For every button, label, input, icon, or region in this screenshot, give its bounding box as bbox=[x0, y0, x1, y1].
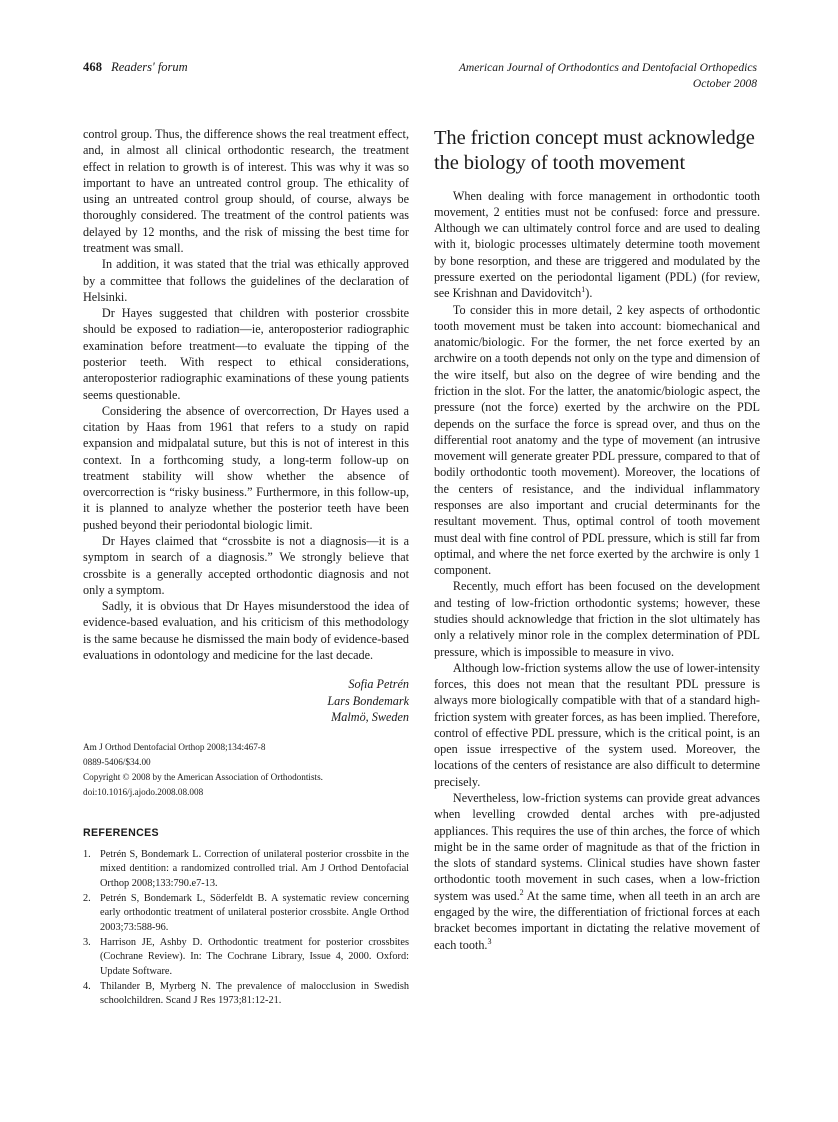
reference-item bbox=[83, 936, 409, 980]
paragraph-text: Although low-friction systems allow the use of lower-intensity forces, this does not mean that the resultant PDL pressure is always more biologically compatible with that of a standard high-friction system with greater forces, as has been implied. Therefore, control of effective PDL pressure, which is the critical point, is an open issue irrespective of the system used. Moreover, the locations of the centers of resistance are also difficult to determine precisely. bbox=[434, 660, 761, 789]
signature-author-name: Lars Bondemark bbox=[327, 693, 409, 708]
paragraph: control group. Thus, the difference shows the real treatment effect, and, in almost all clinical orthodontic research, the treatment effect in relation to growth is of interest. This was why it was so important to have an untreated control group. The ethicality of using an untreated control group should, of course, always be thoroughly considered. The treatment of the control patients was delayed by 12 months, and the risk of missing the best time for treatment was small. bbox=[83, 127, 409, 255]
section-title: Readers' forum bbox=[111, 60, 188, 74]
reference-number: 2. bbox=[83, 892, 91, 904]
citation-superscript: 1 bbox=[581, 285, 586, 295]
author-signature bbox=[83, 676, 409, 726]
journal-name: American Journal of Orthodontics and Dentofacial Orthopedics bbox=[458, 61, 757, 74]
imprint-issn: 0889-5406/$34.00 bbox=[83, 756, 151, 767]
issue-date: October 2008 bbox=[692, 77, 757, 91]
reference-text: Petrén S, Bondemark L. Correction of unilateral posterior crossbite in the mixed dentition: a randomized controlled trial. Am J Orthod Dentofacial Orthop 2008;133:790.e7-13. bbox=[100, 848, 409, 889]
citation-superscript: 3 bbox=[487, 936, 492, 946]
signature-location: Malmö, Sweden bbox=[331, 710, 409, 725]
article-title: The friction concept must acknowledge the biology of tooth movement bbox=[434, 127, 755, 175]
reference-item bbox=[83, 892, 409, 936]
paragraph: Sadly, it is obvious that Dr Hayes misunderstood the idea of evidence-based evaluation, and his criticism of this methodology is the same because he dismissed the main body of evidence-based evaluations in odontology and medicine for the last decade. bbox=[83, 599, 409, 662]
paragraph-tail: At the same time, when all teeth in an arch are engaged by the wire, the differentiation of frictional forces at each bracket becomes important in dictating the relative movement of each tooth. bbox=[434, 888, 761, 952]
left-column bbox=[83, 126, 409, 1009]
paragraph-text: To consider this in more detail, 2 key aspects of orthodontic tooth movement must be taken into account: biomechanical and anatomic/biologic. For the former, the net force exerted by an archwire on a tooth depends not only on the type and dimension of the wire itself, but also on the degree of wire bending and the friction in the slot. For the latter, the anatomic/biologic aspect, the pressure (not the force) exerted by the archwire on the PDL depends on the surface the force is spread over, and thus on the differential root anatomy and the type of movement (an intrusive movement will generate greater PDL pressure, compared to that of bodily orthodontic tooth movement). Moreover, the locations of the centers of resistance, and the individual inflammatory responses are also important and crucial determinants for the resultant movement. Thus, optimal control of tooth movement must deal with fine control of PDL pressure, which is still far from optimal, and where the net force exerted by the archwire is only 1 component. bbox=[434, 302, 760, 578]
paragraph: Dr Hayes suggested that children with posterior crossbite should be exposed to radiation—ie, anteroposterior radiographic examination before treatment—to evaluate the tipping of the posterior teeth. With respect to ethical considerations, anteroposterior radiographic examinations of these young patients seems questionable. bbox=[83, 306, 409, 402]
paragraph-text: When dealing with force management in orthodontic tooth movement, 2 entities must not be confused: force and pressure. Although we can ultimately control force and are used to dealing with it, biologic processes ultimately determine tooth movement by bone resorption, and these are triggered and modulated by the pressure exerted on the periodontal ligament (PDL) (for review, see Krishnan and Davidovitch bbox=[434, 188, 760, 301]
reference-text: Thilander B, Myrberg N. The prevalence of malocclusion in Swedish schoolchildren. Scand J Res 1973;81:12-21. bbox=[100, 980, 409, 1007]
reference-text: Harrison JE, Ashby D. Orthodontic treatment for posterior crossbites (Cochrane Review). In: The Cochrane Library, Issue 4, 2000. Oxford: Update Software. bbox=[100, 936, 409, 977]
running-head-left bbox=[83, 60, 188, 75]
paragraph bbox=[434, 578, 760, 659]
body-columns bbox=[83, 126, 761, 1076]
reference-number: 4. bbox=[83, 980, 91, 992]
reference-text: Petrén S, Bondemark L, Söderfeldt B. A systematic review concerning early orthodontic treatment of unilateral posterior crossbite. Angle Orthod 2003;73:588-96. bbox=[100, 892, 409, 933]
paragraph-text: Recently, much effort has been focused on the development and testing of low-friction orthodontic systems; however, these studies should acknowledge that friction in the slot ultimately has only a relatively minor role in the complex determination of PDL pressure, which is impossible to measure in vivo. bbox=[434, 579, 760, 659]
paragraph: In addition, it was stated that the trial was ethically approved by a committee that follows the guidelines of the declaration of Helsinki. bbox=[83, 257, 409, 304]
page-number: 468 bbox=[83, 60, 103, 74]
paragraph bbox=[434, 790, 760, 953]
reference-number: 1. bbox=[83, 848, 91, 860]
reference-item bbox=[83, 848, 409, 892]
paragraph-tail: ). bbox=[585, 286, 593, 301]
paragraph: Considering the absence of overcorrection, Dr Hayes used a citation by Haas from 1961 that refers to a study on rapid expansion and midpalatal suture, but this is not of interest in this context. In a forthcoming study, a long-term follow-up on treatment stability will show whether the absence of overcorrection is “risky business.” Furthermore, in this follow-up, it is planned to analyze whether the posterior teeth have been pushed beyond their periodontal biologic limit. bbox=[83, 403, 409, 532]
reference-list bbox=[83, 848, 409, 1009]
right-column bbox=[434, 126, 760, 953]
imprint-block bbox=[83, 740, 409, 800]
imprint-doi: doi:10.1016/j.ajodo.2008.08.008 bbox=[83, 786, 204, 797]
citation-superscript: 2 bbox=[519, 887, 524, 897]
paragraph: Dr Hayes claimed that “crossbite is not a diagnosis—it is a symptom in search of a diagnosis.” We strongly believe that crossbite is a generally accepted orthodontic diagnosis and not only a symptom. bbox=[83, 534, 409, 597]
running-head bbox=[83, 60, 757, 93]
paragraph-text: Nevertheless, low-friction systems can provide great advances when levelling crowded dental arches with pre-adjusted appliances. This requires the use of thin arches, the force of which might be in the same order of magnitude as that of the friction in the slots of standard systems. Clinical studies have shown faster orthodontic tooth movement in such cases, when a low-friction system was used. bbox=[434, 791, 760, 903]
imprint-citation: Am J Orthod Dentofacial Orthop 2008;134:467-8 bbox=[83, 742, 266, 753]
paragraph bbox=[434, 188, 760, 302]
running-head-right bbox=[459, 60, 757, 93]
paragraph bbox=[434, 302, 760, 579]
paragraph bbox=[434, 660, 760, 790]
signature-author-name: Sofia Petrén bbox=[348, 677, 409, 692]
imprint-copyright: Copyright © 2008 by the American Association of Orthodontists. bbox=[83, 771, 323, 782]
reference-number: 3. bbox=[83, 936, 91, 948]
references-heading: REFERENCES bbox=[83, 826, 159, 839]
reference-item bbox=[83, 980, 409, 1009]
